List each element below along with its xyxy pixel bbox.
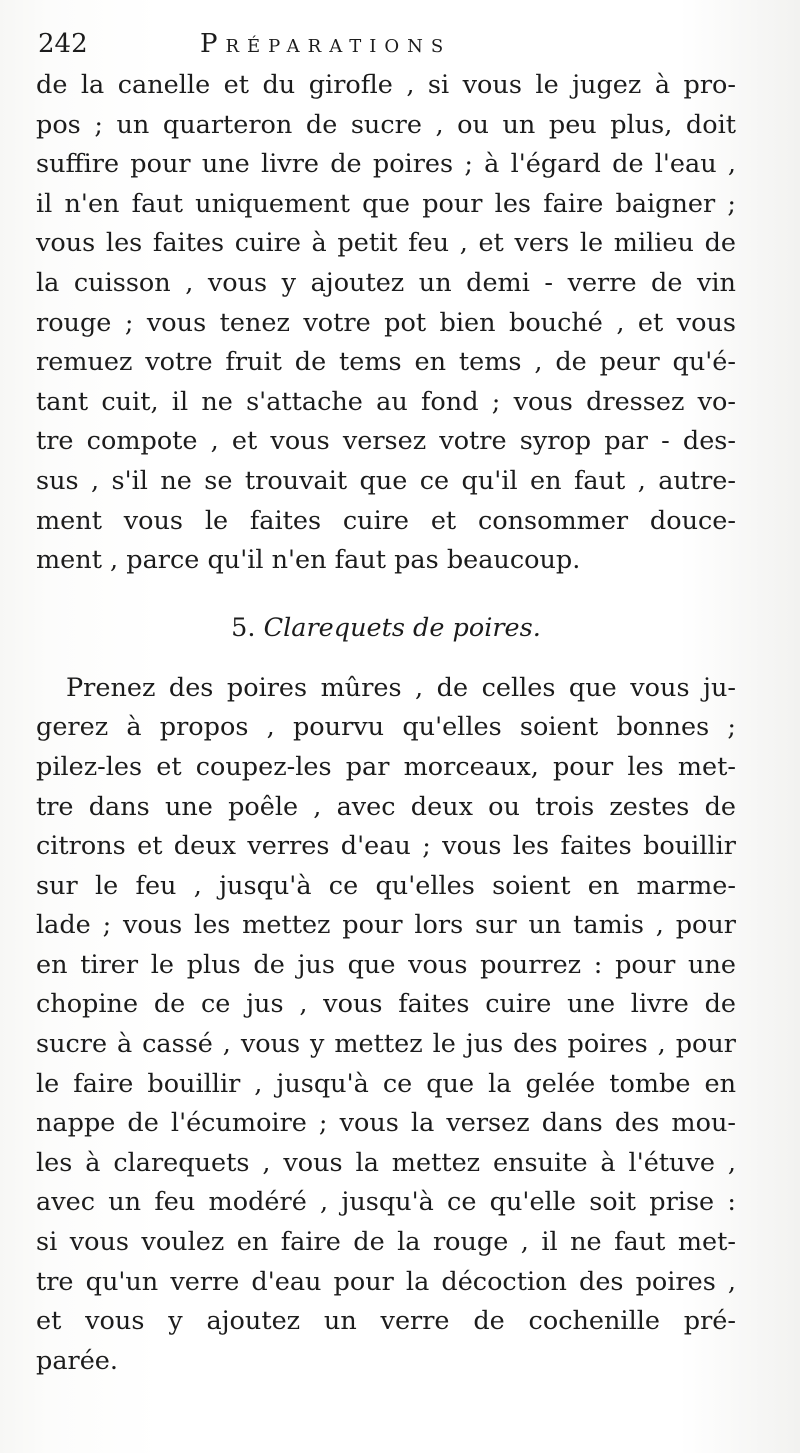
text-line: lade ; vous les mettez pour lors sur un tamis , pour — [36, 910, 736, 941]
text-block — [36, 66, 736, 1381]
text-line: chopine de ce jus , vous faites cuire une livre de — [36, 989, 736, 1020]
text-line: les à clarequets , vous la mettez ensuite à l'étuve , — [36, 1147, 736, 1178]
text-line: tre compote , et vous versez votre syrop par - des- — [36, 426, 736, 457]
paragraph-2 — [36, 669, 736, 1382]
text-line: remuez votre fruit de tems en tems , de peur qu'é- — [36, 347, 736, 378]
text-line: suffire pour une livre de poires ; à l'égard de l'eau , — [36, 149, 736, 180]
text-line: Prenez des poires mûres , de celles que vous ju- — [66, 672, 736, 703]
paragraph-1 — [36, 66, 736, 581]
text-line: parée. — [36, 1345, 119, 1376]
section-title: Clarequets de poires. — [263, 612, 541, 643]
text-line: citrons et deux verres d'eau ; vous les faites bouillir — [36, 831, 736, 862]
text-line: tre qu'un verre d'eau pour la décoction des poires , — [36, 1266, 736, 1297]
text-line: gerez à propos , pourvu qu'elles soient bonnes ; — [36, 712, 736, 743]
text-line: en tirer le plus de jus que vous pourrez : pour une — [36, 949, 736, 980]
page-number: 242 — [38, 29, 88, 59]
text-line: sucre à cassé , vous y mettez le jus des poires , pour — [36, 1029, 736, 1060]
text-line: tant cuit, il ne s'attache au fond ; vous dressez vo- — [36, 386, 736, 417]
text-line: avec un feu modéré , jusqu'à ce qu'elle soit prise : — [36, 1187, 736, 1218]
text-line: le faire bouillir , jusqu'à ce que la gelée tombe en — [36, 1068, 736, 1099]
section-number: 5. — [231, 612, 256, 643]
text-line: pos ; un quarteron de sucre , ou un peu plus, doit — [36, 109, 736, 140]
text-line: de la canelle et du girofle , si vous le jugez à pro- — [36, 70, 736, 100]
text-line: ment , parce qu'il n'en faut pas beaucoup. — [36, 545, 581, 576]
text-line: sur le feu , jusqu'à ce qu'elles soient en marme- — [36, 870, 736, 901]
text-line: pilez-les et coupez-les par morceaux, pour les met- — [36, 751, 736, 782]
section-heading — [36, 599, 736, 657]
text-line: ment vous le faites cuire et consommer douce- — [36, 505, 736, 536]
text-line: tre dans une poêle , avec deux ou trois zestes de — [36, 791, 736, 822]
text-line: rouge ; vous tenez votre pot bien bouché , et vous — [36, 307, 736, 338]
page-header — [38, 26, 598, 66]
text-line: et vous y ajoutez un verre de cochenille pré- — [36, 1306, 736, 1337]
text-line: sus , s'il ne se trouvait que ce qu'il en faut , autre- — [36, 465, 736, 496]
text-line: nappe de l'écumoire ; vous la versez dans des mou- — [36, 1108, 736, 1139]
text-line: si vous voulez en faire de la rouge , il ne faut met- — [36, 1227, 736, 1258]
text-line: vous les faites cuire à petit feu , et vers le milieu de — [36, 228, 736, 259]
text-line: la cuisson , vous y ajoutez un demi - verre de vin — [36, 267, 736, 298]
running-head: Préparations — [200, 29, 452, 59]
text-line: il n'en faut uniquement que pour les faire baigner ; — [36, 188, 736, 219]
